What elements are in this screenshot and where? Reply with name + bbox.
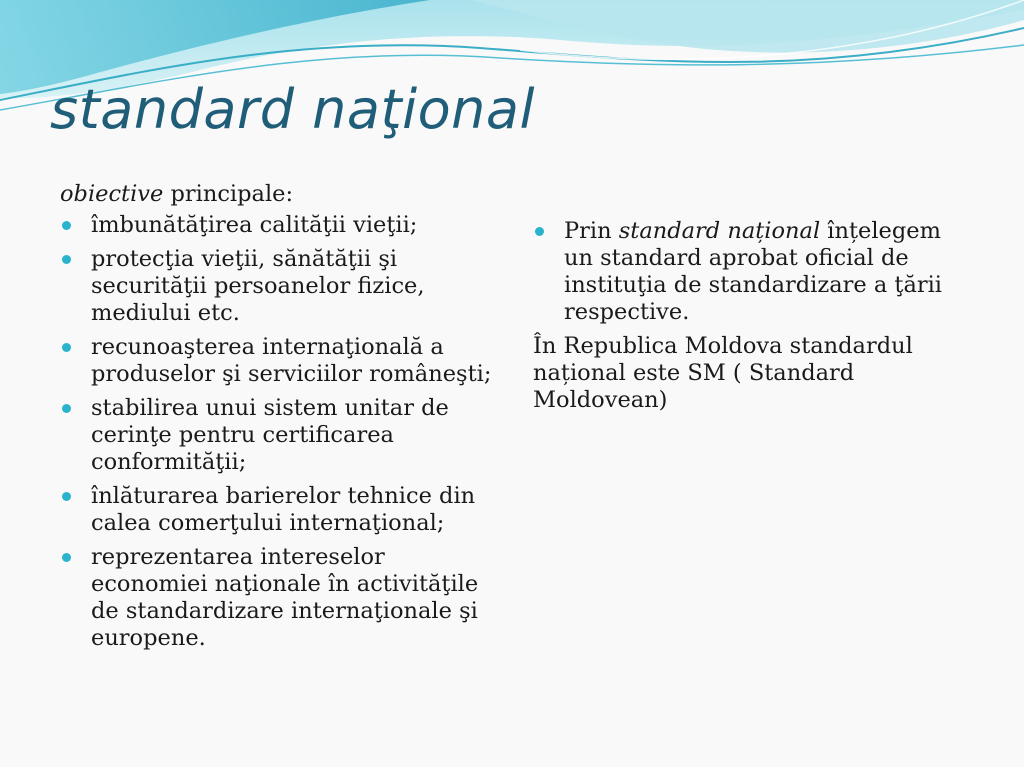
list-item	[60, 483, 500, 537]
bullet-dot-icon	[62, 492, 71, 501]
bullet-dot-icon	[62, 255, 71, 264]
list-item-text: înlăturarea barierelor tehnice din calea comerţului internaţional;	[91, 483, 476, 536]
bullet-dot-icon	[62, 553, 71, 562]
definition-item	[533, 218, 973, 326]
list-item	[60, 246, 500, 327]
objectives-intro	[60, 181, 500, 208]
list-item-text: recunoaşterea internaţională a produselor şi serviciilor româneşti;	[91, 334, 492, 387]
list-item-text: reprezentarea intereselor economiei naţionale în activităţile de standardizare internaţionale şi europene.	[91, 544, 479, 651]
definition-rest: înțelegem un standard aprobat oficial de instituţia de standardizare a ţării respective.	[564, 218, 943, 325]
definition-list	[533, 218, 973, 326]
list-item	[60, 212, 500, 239]
intro-italic: obiective	[60, 181, 164, 207]
moldova-paragraph: În Republica Moldova standardul național este SM ( Standard Moldovean)	[533, 333, 913, 413]
bullet-dot-icon	[535, 227, 544, 236]
definition-term: standard național	[618, 218, 821, 244]
list-item	[60, 395, 500, 476]
slide-title: standard naţional	[50, 78, 535, 141]
bullet-dot-icon	[62, 404, 71, 413]
definition-prefix: Prin	[564, 218, 619, 244]
right-column	[533, 218, 973, 414]
bullet-dot-icon	[62, 343, 71, 352]
left-column	[60, 181, 500, 659]
list-item-text: protecţia vieţii, sănătăţii şi securităţii persoanelor fizice, mediului etc.	[91, 246, 425, 326]
list-item-text: stabilirea unui sistem unitar de cerinţe pentru certificarea conformităţii;	[91, 395, 449, 475]
list-item	[60, 544, 500, 652]
intro-rest: principale:	[163, 181, 294, 207]
bullet-dot-icon	[62, 221, 71, 230]
list-item	[60, 334, 500, 388]
list-item-text: îmbunătăţirea calităţii vieţii;	[91, 212, 418, 238]
objectives-list	[60, 212, 500, 652]
